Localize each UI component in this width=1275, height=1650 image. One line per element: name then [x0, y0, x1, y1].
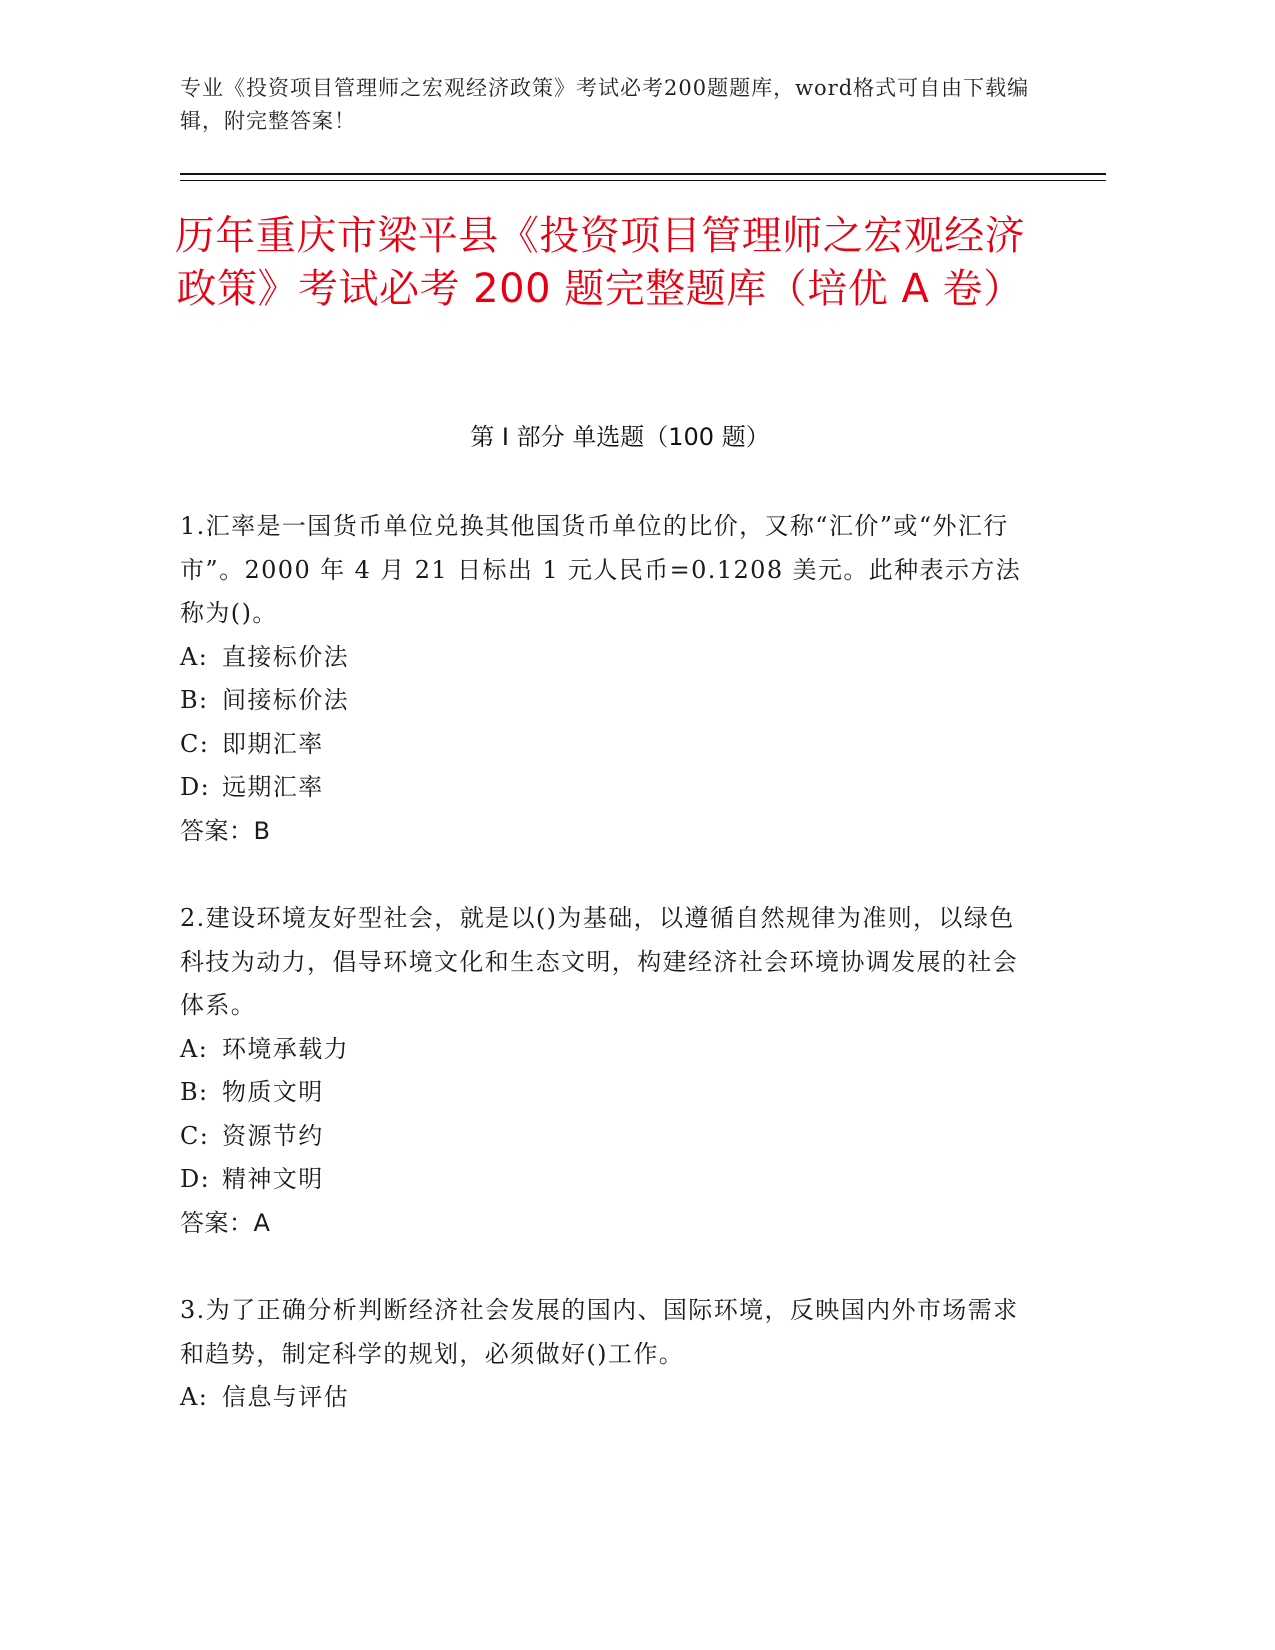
option-key: A:	[180, 1383, 209, 1411]
question-stem: 3.为了正确分析判断经济社会发展的国内、国际环境，反映国内外市场需求和趋势，制定科学的规划，必须做好()工作。	[180, 1296, 1019, 1368]
question-1	[180, 505, 1040, 853]
option-text: 资源节约	[222, 1121, 324, 1150]
option-a	[180, 1376, 1040, 1420]
option-key: B:	[180, 1078, 209, 1106]
answer-line: 答案：B	[180, 816, 271, 845]
question-3	[180, 1289, 1040, 1420]
header-divider-thin	[180, 180, 1106, 181]
option-d	[180, 766, 1040, 810]
option-key: D:	[180, 773, 211, 801]
answer-line: 答案：A	[180, 1208, 271, 1237]
option-text: 远期汇率	[222, 773, 324, 801]
option-key: D:	[180, 1165, 211, 1193]
option-text: 环境承载力	[222, 1034, 349, 1063]
option-text: 即期汇率	[222, 729, 324, 758]
question-stem: 1.汇率是一国货币单位兑换其他国货币单位的比价，又称“汇价”或“外汇行市”。2000 年 4 月 21 日标出 1 元人民币=0.1208 美元。此种表示方法称为()。	[180, 512, 1022, 627]
option-key: A:	[180, 642, 209, 671]
option-d	[180, 1158, 1040, 1202]
option-b	[180, 679, 1040, 723]
option-key: C:	[180, 729, 210, 758]
option-a	[180, 636, 1040, 680]
option-text: 直接标价法	[222, 642, 349, 671]
option-c	[180, 1115, 1040, 1159]
document-title: 历年重庆市梁平县《投资项目管理师之宏观经济政策》考试必考 200 题完整题库（培优 A 卷）	[174, 213, 1026, 312]
option-text: 间接标价法	[222, 686, 349, 714]
option-key: A:	[180, 1034, 209, 1063]
option-text: 物质文明	[222, 1078, 324, 1106]
option-a	[180, 1028, 1040, 1072]
option-key: C:	[180, 1121, 210, 1150]
option-c	[180, 723, 1040, 767]
section-title: 第 I 部分 单选题（100 题）	[470, 423, 770, 451]
header-divider-thick	[180, 173, 1106, 175]
option-text: 信息与评估	[222, 1383, 349, 1411]
question-stem: 2.建设环境友好型社会，就是以()为基础，以遵循自然规律为准则，以绿色科技为动力，倡导环境文化和生态文明，构建经济社会环境协调发展的社会体系。	[180, 904, 1019, 1019]
header-note: 专业《投资项目管理师之宏观经济政策》考试必考200题题库，word格式可自由下载编辑，附完整答案！	[180, 76, 1030, 133]
option-text: 精神文明	[222, 1165, 324, 1193]
option-key: B:	[180, 686, 209, 714]
question-2	[180, 897, 1040, 1245]
option-b	[180, 1071, 1040, 1115]
